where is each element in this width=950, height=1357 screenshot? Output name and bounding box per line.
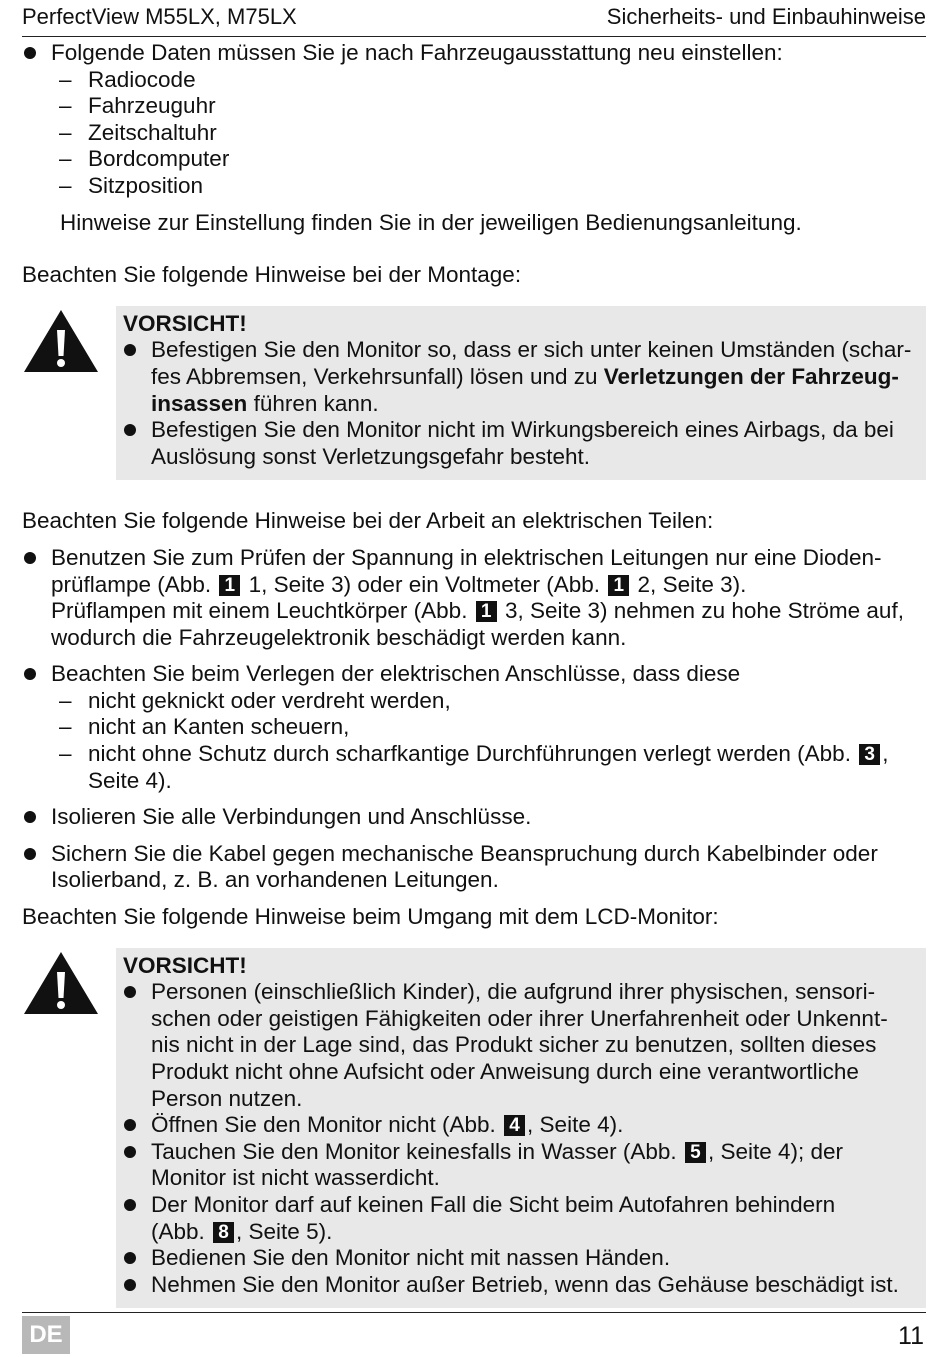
intro-note: Hinweise zur Einstellung finden Sie in der jeweiligen Bedienungsanleitung. bbox=[60, 209, 802, 235]
text: Auslösung sonst Verletzungsgefahr besteht. bbox=[151, 443, 591, 469]
text: 2, Seite 3). bbox=[631, 571, 747, 597]
page-number: 11 bbox=[898, 1322, 924, 1350]
text: nis nicht in der Lage sind, das Produkt sicher zu benutzen, sollten dieses bbox=[151, 1032, 877, 1058]
text: Prüflampen mit einem Leuchtkörper (Abb. bbox=[51, 598, 474, 624]
text: Öffnen Sie den Monitor nicht (Abb. bbox=[151, 1112, 503, 1138]
warning-title: VORSICHT! bbox=[123, 310, 247, 336]
text: Seite 4). bbox=[88, 767, 172, 793]
figure-ref: 1 bbox=[608, 575, 629, 596]
montage-warning-box bbox=[116, 306, 926, 481]
text: Befestigen Sie den Monitor nicht im Wirkungsbereich eines Airbags, da bei bbox=[151, 417, 894, 443]
figure-ref: 3 bbox=[859, 744, 880, 765]
lcd-warning-item bbox=[123, 1192, 918, 1245]
text: , bbox=[882, 741, 889, 767]
warning-triangle-icon bbox=[22, 948, 116, 1023]
elektrik-bullet-verlegen: Beachten Sie beim Verlegen der elektrischen Anschlüsse, dass diese bbox=[22, 661, 926, 688]
text: (Abb. bbox=[151, 1218, 212, 1244]
text: Benutzen Sie zum Prüfen der Spannung in elektrischen Leitungen nur eine Dioden- bbox=[51, 544, 882, 570]
text: Personen (einschließlich Kinder), die aufgrund ihrer physischen, sensori- bbox=[151, 979, 876, 1005]
text: führen kann. bbox=[247, 390, 379, 416]
lcd-warning-item: Bedienen Sie den Monitor nicht mit nassen Händen. bbox=[123, 1245, 918, 1272]
montage-heading: Beachten Sie folgende Hinweise bei der Montage: bbox=[22, 262, 522, 288]
figure-ref: 5 bbox=[685, 1142, 706, 1163]
page-content bbox=[22, 40, 926, 1308]
text: 1, Seite 3) oder ein Voltmeter (Abb. bbox=[242, 571, 607, 597]
text: Tauchen Sie den Monitor keinesfalls in Wasser (Abb. bbox=[151, 1138, 683, 1164]
text: Monitor ist nicht wasserdicht. bbox=[151, 1165, 440, 1191]
montage-warning bbox=[22, 306, 926, 481]
figure-ref: 4 bbox=[504, 1115, 525, 1136]
text: Befestigen Sie den Monitor so, dass er sich unter keinen Umständen (schar- bbox=[151, 337, 912, 363]
figure-ref: 1 bbox=[476, 601, 497, 622]
elektrik-bullet-sichern bbox=[22, 841, 926, 894]
text: fes Abbremsen, Verkehrsunfall) lösen und zu bbox=[151, 363, 604, 389]
montage-warning-item bbox=[123, 337, 918, 417]
bold-text: insassen bbox=[151, 390, 248, 416]
elektrik-dash-item: – nicht geknickt oder verdreht werden, bbox=[22, 688, 926, 715]
footer-divider bbox=[22, 1312, 926, 1313]
text: Der Monitor darf auf keinen Fall die Sicht beim Autofahren behindern bbox=[151, 1191, 836, 1217]
intro-bullet: Folgende Daten müssen Sie je nach Fahrzeugausstattung neu einstellen: bbox=[22, 40, 926, 67]
text: , Seite 4); der bbox=[707, 1138, 844, 1164]
language-badge: DE bbox=[22, 1316, 70, 1354]
elektrik-bullet-pruefen bbox=[22, 545, 926, 651]
text: Isolierband, z. B. an vorhandenen Leitungen. bbox=[51, 867, 499, 893]
montage-warning-item bbox=[123, 417, 918, 470]
lcd-warning-item bbox=[123, 1139, 918, 1192]
text: nicht ohne Schutz durch scharfkantige Durchführungen verlegt werden (Abb. bbox=[88, 741, 858, 767]
text: 3, Seite 3) nehmen zu hohe Ströme auf, bbox=[498, 598, 904, 624]
elektrik-dash-item: – nicht an Kanten scheuern, bbox=[22, 714, 926, 741]
intro-item-radiocode: – Radiocode bbox=[22, 67, 926, 94]
elektrik-bullet-isolieren: Isolieren Sie alle Verbindungen und Anschlüsse. bbox=[22, 804, 926, 831]
header-product: PerfectView M55LX, M75LX bbox=[22, 4, 297, 29]
text: Produkt nicht ohne Aufsicht oder Anweisung durch eine verantwortliche bbox=[151, 1059, 859, 1084]
lcd-warning-item bbox=[123, 979, 918, 1112]
text: Person nutzen. bbox=[151, 1085, 303, 1111]
text: prüflampe (Abb. bbox=[51, 571, 218, 597]
figure-ref: 8 bbox=[213, 1222, 234, 1243]
intro-item-sitzposition: – Sitzposition bbox=[22, 173, 926, 200]
warning-title: VORSICHT! bbox=[123, 952, 247, 978]
bold-text: Verletzungen der Fahrzeug- bbox=[603, 363, 899, 389]
elektrik-dash-item bbox=[22, 741, 926, 794]
intro-item-bordcomputer: – Bordcomputer bbox=[22, 146, 926, 173]
lcd-warning-box bbox=[116, 948, 926, 1309]
elektrik-heading: Beachten Sie folgende Hinweise bei der Arbeit an elektrischen Teilen: bbox=[22, 508, 714, 534]
intro-item-fahrzeuguhr: – Fahrzeuguhr bbox=[22, 93, 926, 120]
text: , Seite 4). bbox=[527, 1112, 624, 1138]
lcd-warning-item: Nehmen Sie den Monitor außer Betrieb, wenn das Gehäuse beschädigt ist. bbox=[123, 1272, 918, 1299]
page-header bbox=[22, 4, 926, 37]
text: Sichern Sie die Kabel gegen mechanische Beanspruchung durch Kabelbinder oder bbox=[51, 840, 878, 866]
text: schen oder geistigen Fähigkeiten oder ihrer Unerfahrenheit oder Unkennt- bbox=[151, 1005, 888, 1031]
lcd-warning bbox=[22, 948, 926, 1309]
figure-ref: 1 bbox=[219, 575, 240, 596]
intro-item-zeitschaltuhr: – Zeitschaltuhr bbox=[22, 120, 926, 147]
lcd-heading: Beachten Sie folgende Hinweise beim Umgang mit dem LCD-Monitor: bbox=[22, 904, 719, 930]
text: , Seite 5). bbox=[236, 1218, 333, 1244]
text: wodurch die Fahrzeugelektronik beschädigt werden kann. bbox=[51, 624, 627, 650]
lcd-warning-item bbox=[123, 1112, 918, 1139]
header-section: Sicherheits- und Einbauhinweise bbox=[606, 4, 926, 29]
warning-triangle-icon bbox=[22, 306, 116, 381]
